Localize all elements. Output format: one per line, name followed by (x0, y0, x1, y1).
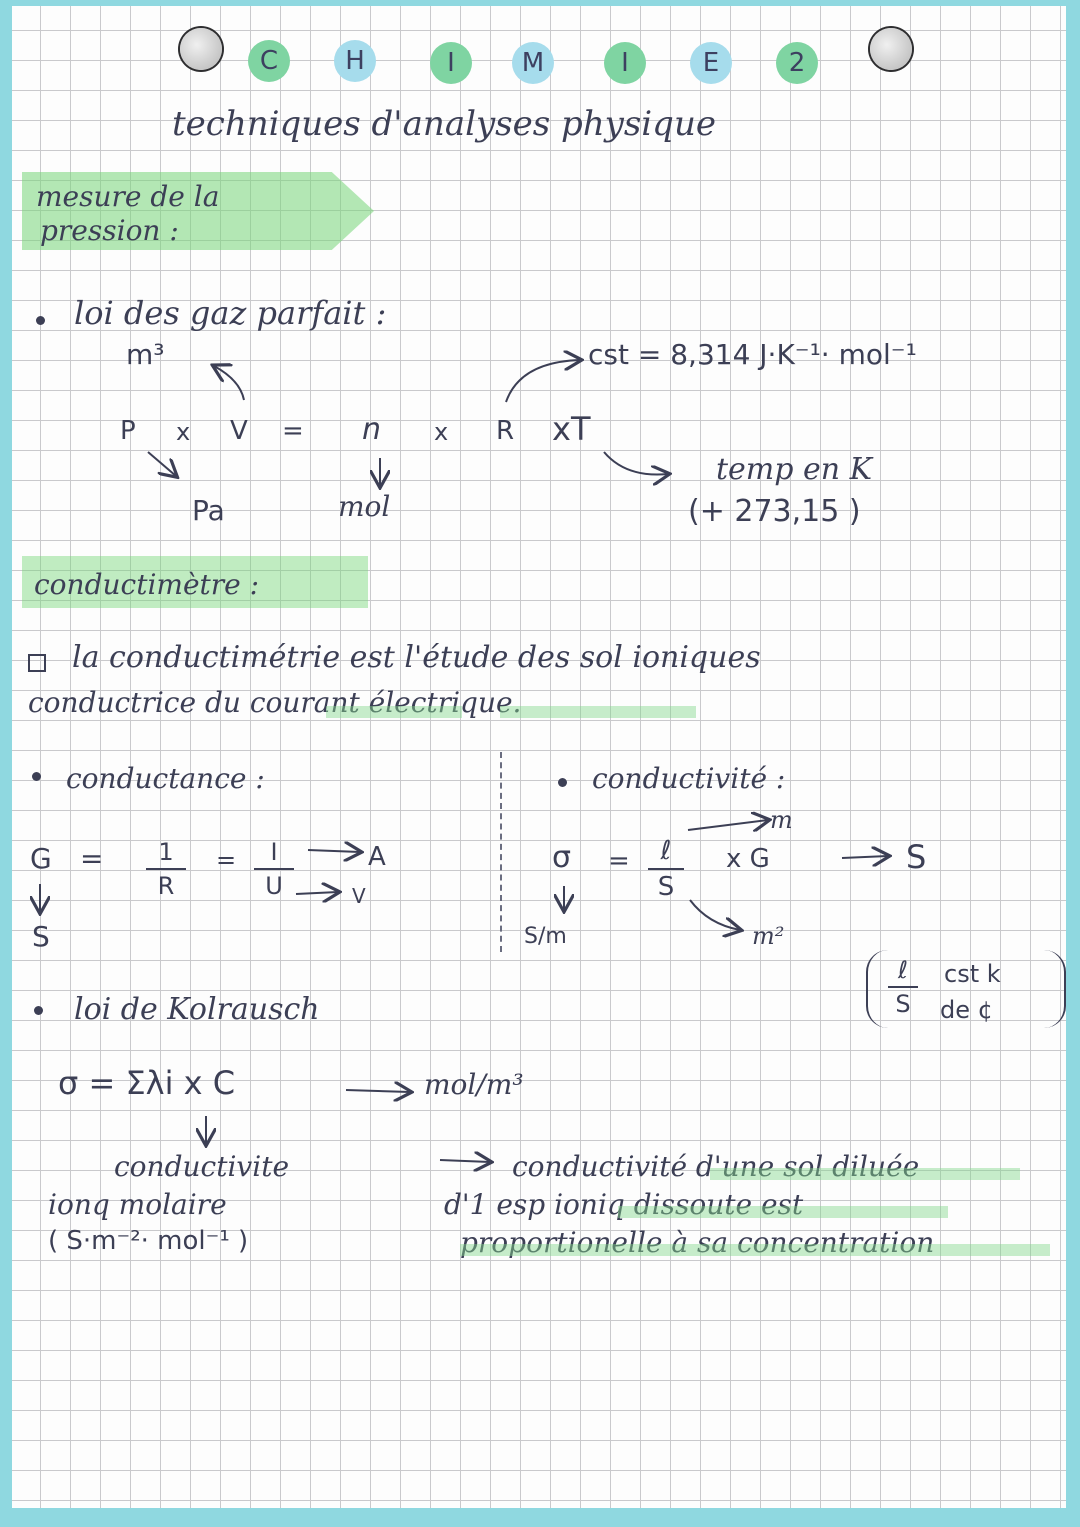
gas-constant: cst = 8,314 J·K⁻¹· mol⁻¹ (588, 338, 917, 371)
conductivity-title: conductivité : (592, 762, 786, 795)
definition-line1: la conductimétrie est l'étude des sol ioniques (72, 640, 761, 675)
temperature-note-line1: temp en K (716, 452, 873, 487)
lambda-note-line1: conductivite (114, 1150, 290, 1183)
numerator-l: ℓ (660, 836, 672, 866)
unit-amount: mol (338, 490, 391, 523)
conductance-title: conductance : (66, 762, 265, 795)
numerator-i: I (270, 838, 278, 866)
title-letter-i: I (430, 42, 472, 84)
conductance-equals: = (80, 842, 104, 875)
denominator-r: R (157, 872, 175, 900)
conclusion-line1: conductivité d'une sol diluée (512, 1150, 920, 1183)
formula-t: xT (552, 410, 591, 448)
conclusion-line2: d'1 esp ioniq dissoute est (444, 1188, 804, 1221)
note-s: S (895, 990, 911, 1018)
title-letter-h: H (334, 40, 376, 82)
conductivity-equals: = (608, 846, 630, 876)
title-letter-2: 2 (776, 42, 818, 84)
formula-times-2: x (434, 418, 449, 446)
note-cst: cst k (944, 960, 1001, 988)
section-title-pressure-line2: pression : (40, 214, 179, 247)
title-letter-m: M (512, 42, 554, 84)
section-title-pressure-line1: mesure de la (36, 180, 220, 213)
temperature-note-line2: (+ 273,15 ) (688, 494, 861, 529)
conductance-equals-2: = (216, 846, 237, 874)
page-subtitle: techniques d'analyses physique (172, 104, 716, 144)
conductivity-times-g: x G (726, 844, 770, 874)
numerator-one: 1 (158, 838, 174, 866)
unit-ampere: A (368, 842, 386, 872)
formula-r: R (496, 416, 515, 446)
note-l: ℓ (898, 956, 908, 984)
conductivity-sigma: σ (552, 840, 572, 875)
title-letter-c: C (248, 40, 290, 82)
unit-length: m (770, 806, 793, 834)
unit-sigma: S/m (524, 924, 567, 949)
lambda-note-line3: ( S·m⁻²· mol⁻¹ ) (48, 1226, 249, 1256)
formula-v: V (230, 416, 248, 446)
unit-volume: m³ (126, 338, 165, 371)
law-title-ideal-gas: loi des gaz parfait : (74, 294, 387, 332)
unit-pressure: Pa (192, 494, 225, 527)
unit-volt: V (352, 884, 366, 908)
kohlrausch-title: loi de Kolrausch (74, 992, 320, 1027)
unit-concentration: mol/m³ (424, 1068, 524, 1101)
unit-surface: m² (752, 922, 785, 950)
formula-n: n (362, 412, 382, 447)
conductance-g: G (30, 842, 52, 875)
title-letter-e: E (690, 42, 732, 84)
unit-g-siemens: S (906, 838, 927, 876)
formula-equals: = (282, 416, 304, 446)
conclusion-line3: proportionelle à sa concentration (460, 1226, 935, 1259)
title-letter-i-2: I (604, 42, 646, 84)
definition-line2: conductrice du courant électrique. (28, 686, 522, 719)
unit-siemens: S (32, 920, 50, 953)
denominator-u: U (265, 872, 283, 900)
formula-p: P (120, 416, 136, 446)
denominator-s: S (657, 872, 675, 902)
kohlrausch-formula: σ = Σλi x C (58, 1064, 236, 1102)
lambda-note-line2: ionq molaire (48, 1188, 227, 1221)
section-title-conduct: conductimètre : (34, 568, 260, 601)
note-de: de ¢ (940, 996, 993, 1024)
formula-times-1: x (176, 418, 191, 446)
